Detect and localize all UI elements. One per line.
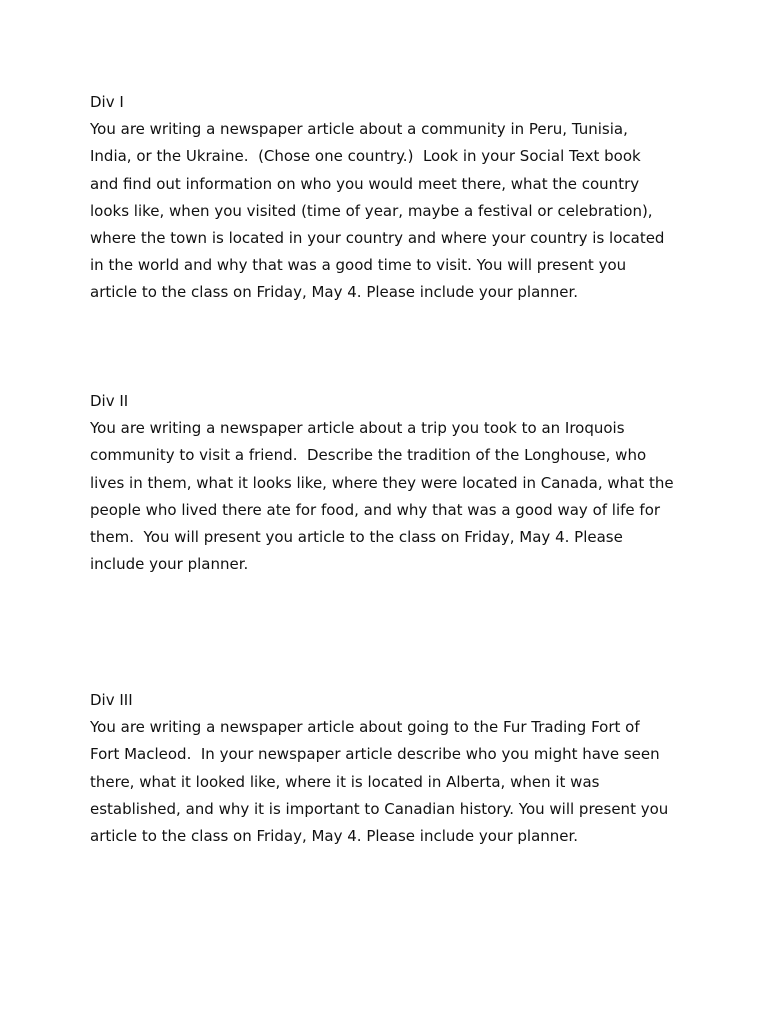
text-line: You are writing a newspaper article about going to the Fur Trading Fort of: [90, 718, 640, 737]
text-line: community to visit a friend. Describe the tradition of the Longhouse, who: [90, 446, 647, 465]
text-line: in the world and why that was a good time to visit. You will present you: [90, 256, 627, 275]
section-div-iii: [90, 687, 690, 850]
text-line: established, and why it is important to Canadian history. You will present you: [90, 799, 669, 818]
text-line: people who lived there ate for food, and why that was a good way of life for: [90, 500, 661, 519]
section-div-ii: [90, 388, 690, 578]
section-div-i: [90, 89, 690, 307]
text-line: where the town is located in your country and where your country is located: [90, 229, 665, 248]
text-line: India, or the Ukraine. (Chose one country.) Look in your Social Text book: [90, 147, 641, 166]
section-heading: Div II: [90, 392, 129, 410]
text-line: looks like, when you visited (time of year, maybe a festival or celebration),: [90, 201, 653, 220]
text-line: article to the class on Friday, May 4. Please include your planner.: [90, 283, 579, 302]
section-heading: Div I: [90, 93, 124, 111]
text-line: and find out information on who you would meet there, what the country: [90, 174, 640, 193]
section-body: [90, 714, 690, 850]
text-line: Fort Macleod. In your newspaper article describe who you might have seen: [90, 745, 660, 764]
section-body: [90, 415, 690, 578]
section-body: [90, 116, 690, 306]
text-line: article to the class on Friday, May 4. Please include your planner.: [90, 827, 579, 846]
text-line: include your planner.: [90, 555, 249, 574]
text-line: there, what it looked like, where it is located in Alberta, when it was: [90, 772, 600, 791]
text-line: them. You will present you article to the class on Friday, May 4. Please: [90, 528, 623, 547]
text-line: You are writing a newspaper article about a community in Peru, Tunisia,: [90, 120, 628, 139]
text-line: lives in them, what it looks like, where they were located in Canada, what the: [90, 473, 674, 492]
text-line: You are writing a newspaper article about a trip you took to an Iroquois: [90, 419, 625, 438]
section-heading: Div III: [90, 691, 133, 709]
